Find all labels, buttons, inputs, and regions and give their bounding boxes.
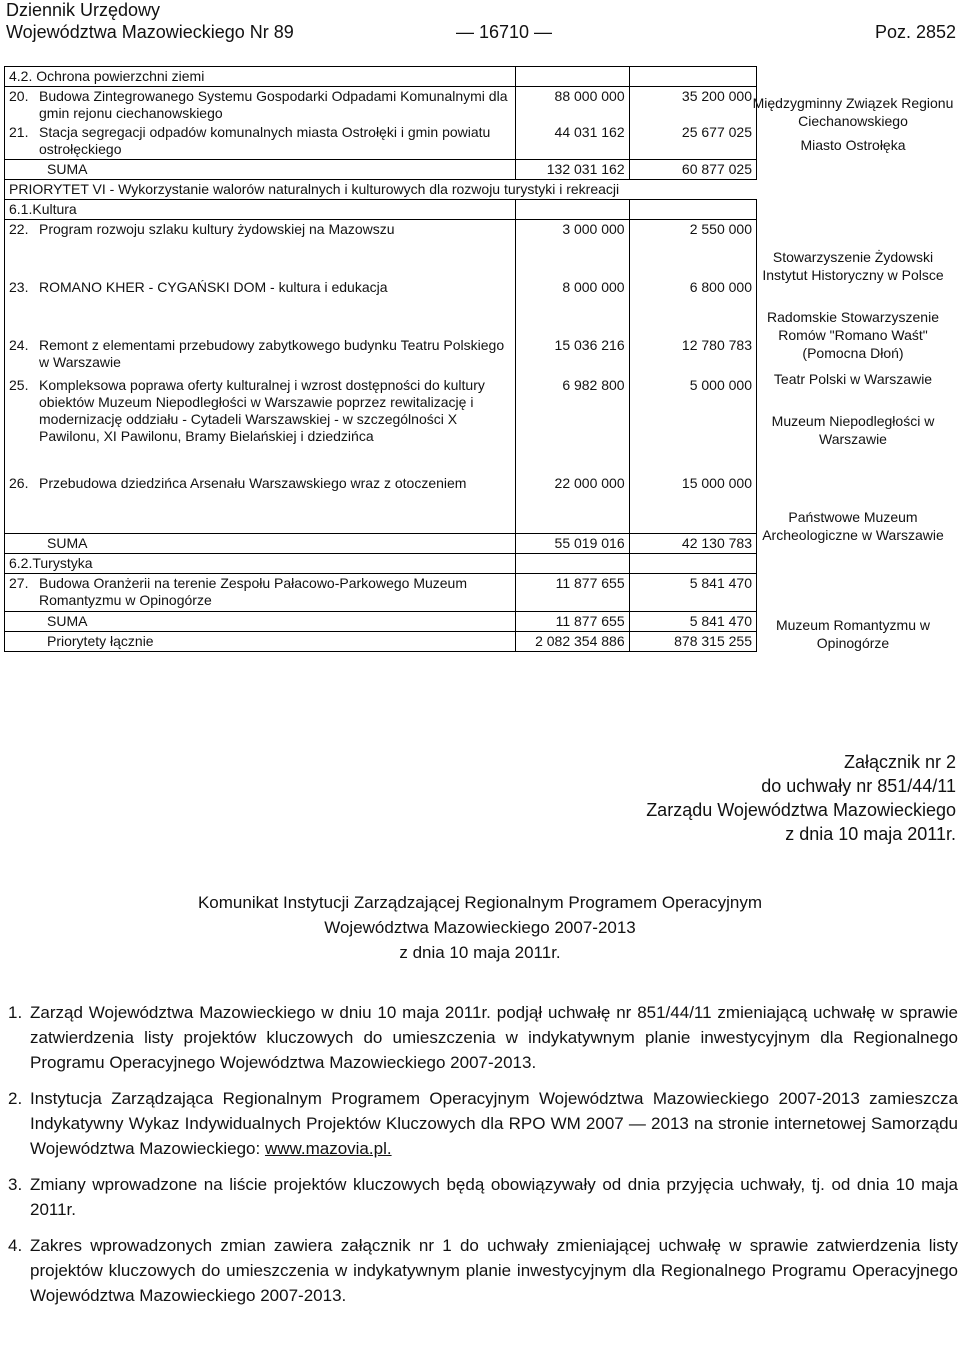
total-label: Priorytety łącznie [5, 632, 516, 652]
project-value: 44 031 162 [515, 123, 629, 160]
point-text: Zmiany wprowadzone na liście projektów kluczowych będą obowiązywały od dnia przyjęcia uchwały, tj. od dnia 10 maja 2011r. [30, 1175, 958, 1219]
project-value: 11 877 655 [515, 574, 629, 612]
sum-value: 11 877 655 [515, 612, 629, 632]
communication-line: Województwa Mazowieckiego 2007-2013 [324, 918, 636, 937]
annex-line: Zarządu Województwa Mazowieckiego [646, 800, 956, 820]
table-row [5, 123, 757, 160]
table-row [5, 574, 757, 612]
sum-value: 132 031 162 [515, 160, 629, 180]
sum-eu-funding: 5 841 470 [629, 612, 756, 632]
project-value: 15 036 216 [515, 336, 629, 376]
annex-line: do uchwały nr 851/44/11 [761, 776, 956, 796]
project-value: 88 000 000 [515, 87, 629, 124]
voivodeship-issue: Województwa Mazowieckiego Nr 89 [6, 22, 294, 42]
point-number: 3. [8, 1175, 23, 1194]
sum-eu-funding: 42 130 783 [629, 534, 756, 554]
section-row [5, 67, 757, 87]
project-value: 8 000 000 [515, 278, 629, 336]
sum-label: SUMA [5, 534, 516, 554]
numbered-points [8, 1000, 958, 1319]
position-number: Poz. 2852 [874, 22, 956, 42]
project-value: 22 000 000 [515, 474, 629, 534]
row-number: 26. [9, 474, 29, 491]
annex-line: z dnia 10 maja 2011r. [785, 824, 956, 844]
project-eu-funding: 5 841 470 [629, 574, 756, 612]
beneficiary: Muzeum Niepodległości w Warszawie [771, 413, 935, 447]
beneficiary: Teatr Polski w Warszawie [773, 371, 933, 387]
table-row [5, 376, 757, 474]
project-name: Remont z elementami przebudowy zabytkowego budynku Teatru Polskiego w Warszawie [39, 336, 505, 370]
point-number: 2. [8, 1089, 23, 1108]
point-number: 4. [8, 1236, 23, 1255]
sum-value: 55 019 016 [515, 534, 629, 554]
communication-line: Komunikat Instytucji Zarządzającej Regionalnym Programem Operacyjnym [197, 893, 763, 912]
project-value: 6 982 800 [515, 376, 629, 474]
sum-label: SUMA [5, 160, 516, 180]
project-name: Program rozwoju szlaku kultury żydowskiej na Mazowszu [39, 221, 395, 237]
communication-line: z dnia 10 maja 2011r. [399, 943, 561, 962]
projects-table [4, 66, 757, 652]
total-eu-funding: 878 315 255 [629, 632, 756, 652]
project-eu-funding: 2 550 000 [629, 220, 756, 278]
beneficiary: Radomskie Stowarzyszenie Romów "Romano Waśt" (Pomocna Dłoń) [767, 309, 939, 361]
beneficiary: Stowarzyszenie Żydowski Instytut Historyczny w Polsce [762, 249, 944, 283]
point-text: Zarząd Województwa Mazowieckiego w dniu 10 maja 2011r. podjął uchwałę nr 851/44/11 zmieniającą uchwałę w sprawie zatwierdzenia listy projektów kluczowych do umieszczenia w indykatywnym planie inwestycyjnym dla Regionalnego Programu Operacyjnego Województwa Mazowieckiego 2007-2013. [30, 1003, 958, 1072]
section-row [5, 554, 757, 574]
page-number: — 16710 — [456, 22, 553, 42]
project-name: Kompleksowa poprawa oferty kulturalnej i wzrost dostępności do kultury obiektów Muzeum Niepodległości w Warszawie poprzez rewitalizację i modernizację oddziału - Cytadeli Warszawskiej - w szczególności X Pawilonu, XI Pawilonu, Bramy Bielańskiej i dziedzińca [39, 376, 485, 444]
section-label: 4.2. Ochrona powierzchni ziemi [5, 67, 516, 87]
section-label: 6.1.Kultura [5, 200, 516, 220]
point-number: 1. [8, 1003, 23, 1022]
table-row [5, 87, 757, 124]
project-name: Budowa Oranżerii na terenie Zespołu Pałacowo-Parkowego Muzeum Romantyzmu w Opinogórze [39, 575, 467, 608]
journal-title: Dziennik Urzędowy [6, 0, 161, 20]
point-text: Instytucja Zarządzająca Regionalnym Programem Operacyjnym Województwa Mazowieckiego 2007-2013 zamieszcza Indykatywny Wykaz Indywidualnych Projektów Kluczowych dla RPO WM 2007 — 2013 na stronie internetowej Samorządu Województwa Mazowieckiego: [30, 1089, 958, 1158]
project-name: Stacja segregacji odpadów komunalnych miasta Ostrołęki i gmin powiatu ostrołęckiego [39, 124, 491, 157]
total-row [5, 632, 757, 652]
beneficiary: Miasto Ostrołęka [800, 137, 906, 153]
project-eu-funding: 25 677 025 [629, 123, 756, 160]
annex-line: Załącznik nr 2 [843, 752, 956, 772]
project-eu-funding: 15 000 000 [629, 474, 756, 534]
project-name: Budowa Zintegrowanego Systemu Gospodarki Odpadami Komunalnymi dla gmin rejonu ciechanowskiego [39, 88, 508, 121]
list-item [8, 1172, 958, 1222]
table-row [5, 474, 757, 534]
section-row [5, 200, 757, 220]
table-row [5, 336, 757, 376]
row-number: 27. [9, 575, 29, 591]
sum-label: SUMA [5, 612, 516, 632]
beneficiary: Państwowe Muzeum Archeologiczne w Warszawie [762, 509, 944, 543]
website-link[interactable]: www.mazovia.pl. [264, 1139, 392, 1158]
page-header [6, 0, 956, 46]
row-number: 23. [9, 278, 29, 295]
project-eu-funding: 6 800 000 [629, 278, 756, 336]
row-number: 22. [9, 221, 29, 237]
priority-row [5, 180, 757, 200]
annex-heading [646, 750, 956, 846]
section-label: 6.2.Turystyka [5, 554, 516, 574]
list-item [8, 1233, 958, 1308]
sum-row [5, 160, 757, 180]
project-eu-funding: 35 200 000 [629, 87, 756, 124]
beneficiary: Muzeum Romantyzmu w Opinogórze [775, 617, 931, 651]
priority-label: PRIORYTET VI - Wykorzystanie walorów naturalnych i kulturowych dla rozwoju turystyki i rekreacji [5, 180, 757, 200]
row-number: 24. [9, 336, 29, 353]
total-value: 2 082 354 886 [515, 632, 629, 652]
table-row [5, 220, 757, 278]
communication-title [0, 890, 960, 965]
project-eu-funding: 12 780 783 [629, 336, 756, 376]
table-row [5, 278, 757, 336]
beneficiary: Międzygminny Związek Regionu Ciechanowskiego [752, 95, 954, 129]
row-number: 25. [9, 376, 29, 393]
project-name: ROMANO KHER - CYGAŃSKI DOM - kultura i edukacja [39, 278, 388, 295]
project-name: Przebudowa dziedzińca Arsenału Warszawskiego wraz z otoczeniem [39, 474, 467, 491]
project-value: 3 000 000 [515, 220, 629, 278]
list-item [8, 1000, 958, 1075]
row-number: 21. [9, 124, 29, 140]
sum-row [5, 612, 757, 632]
sum-eu-funding: 60 877 025 [629, 160, 756, 180]
list-item [8, 1086, 958, 1161]
project-eu-funding: 5 000 000 [629, 376, 756, 474]
row-number: 20. [9, 88, 29, 104]
point-text: Zakres wprowadzonych zmian zawiera załącznik nr 1 do uchwały zmieniającej uchwałę w sprawie zatwierdzenia listy projektów kluczowych do umieszczenia w indykatywnym planie inwestycyjnym dla Regionalnego Programu Operacyjnego Województwa Mazowieckiego 2007-2013. [30, 1236, 958, 1305]
sum-row [5, 534, 757, 554]
